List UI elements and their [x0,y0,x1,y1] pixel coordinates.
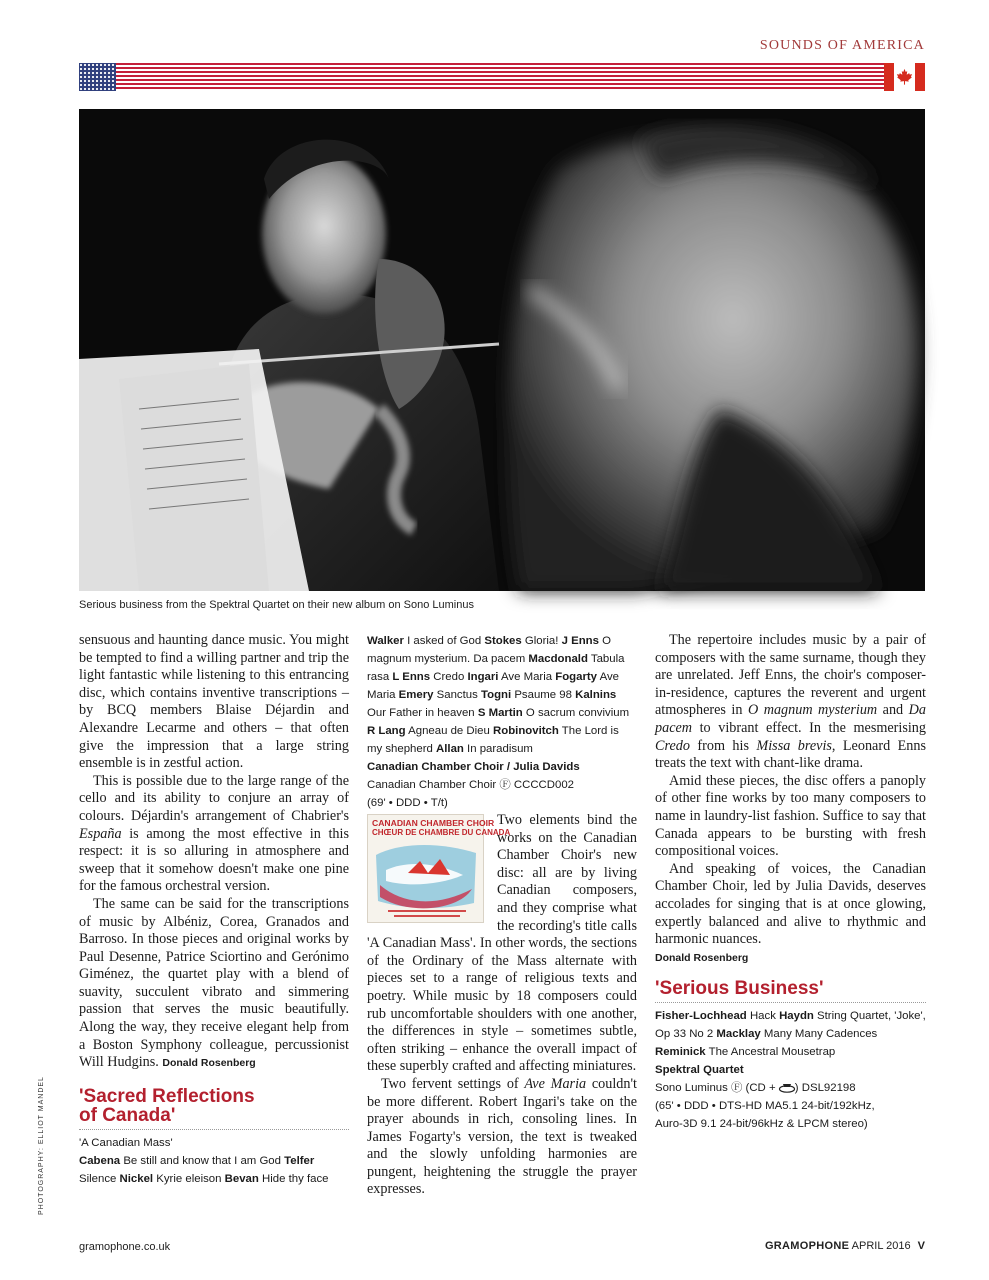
reviewer-signature: Donald Rosenberg [162,1057,256,1070]
footer-url[interactable]: gramophone.co.uk [79,1241,171,1253]
issue-date: APRIL 2016 [851,1240,911,1252]
canada-flag-icon [884,63,925,91]
footer-page-info [765,1240,925,1252]
section-title: SOUNDS OF AMERICA [759,38,925,53]
cover-title-fr: CHŒUR DE CHAMBRE DU CANADA [372,828,511,837]
bluray-icon [779,1081,795,1091]
review2-format: (69' • DDD • T/t) [367,797,448,809]
review2-heading: 'Sacred Reflections of Canada' [79,1085,255,1126]
review2-label: Canadian Chamber Choir Ⓕ CCCCD002 [367,779,575,791]
maple-leaf-icon [896,68,913,85]
flag-banner [79,63,925,91]
reviewer-signature: Donald Rosenberg [655,951,749,964]
review3-label: Sono Luminus Ⓕ (CD + ) DSL92198 [655,1081,856,1094]
photo-caption: Serious business from the Spektral Quartet on their new album on Sono Luminus [79,599,474,611]
heading-divider [79,1129,349,1130]
review3-format: (65' • DDD • DTS-HD MA5.1 24-bit/192kHz, [655,1099,875,1112]
review1-paragraph: The same can be said for the transcriptions of music by Albéniz, Corea, Granados and Barroso. In those pieces and original works by Paul Desenne, Patrice Sciortino and Gerónimo Giménez, the quartet play with a blend of suavity, succulent vibrato and simmering passion that serves the music beautifully. Along the way, they receive elegant help from a Boston Symphony colleague, percussionist Will Hudgins. Donald Rosenberg [79,895,349,1071]
review2-tracklist-part2: Walker I asked of God Stokes Gloria! J Enns O magnum mysterium. Da pacem Macdonald Tabula rasa L Enns Credo Ingari Ave Maria Fogarty Ave Maria Emery Sanctus Togni Psaume 98 Kalnins Our Father in heaven S Martin O sacrum convivium R Lang Agneau de Dieu Robinovitch The Lord is my shepherd Allan In paradisum [367,635,630,755]
review3-performers: Spektral Quartet [655,1063,744,1076]
heading-divider [655,1002,926,1003]
review3-heading: 'Serious Business' [655,977,824,999]
review2-paragraph: And speaking of voices, the Canadian Chamber Choir, led by Julia Davids, deserves accolades for singing that is at once glowing, expertly balanced and alive to rhythmic and harmonic nuances. [655,860,926,948]
us-flag-stripes [116,63,884,91]
photo-credit: PHOTOGRAPHY: ELLIOT MANDEL [38,1076,45,1215]
review2-tracklist-part1: Cabena Be still and know that I am God Telfer Silence Nickel Kyrie eleison Bevan Hide thy face [79,1154,329,1185]
column-1 [79,632,349,1188]
review2-album-title: 'A Canadian Mass' [79,1136,173,1149]
magazine-name: GRAMOPHONE [764,1240,850,1252]
review2-paragraph: The repertoire includes music by a pair of composers with the same surname, though they are unrelated. Jeff Enns, the choir's composer-in-residence, captures the reverent and urgent atmospheres in O magnum mysterium and Da pacem to vibrant effect. In the mesmerising Credo from his Missa brevis, Leonard Enns treats the text with chant-like drama. [655,632,926,772]
us-flag-stars-icon [79,63,116,91]
review3-format: Auro-3D 9.1 24-bit/96kHz & LPCM stereo) [655,1117,868,1130]
review3-tracklist: Fisher-Lochhead Hack Haydn String Quartet, 'Joke', Op 33 No 2 Macklay Many Many Cadences Reminick The Ancestral Mousetrap [655,1009,926,1058]
column-3 [655,632,926,1133]
review1-paragraph: sensuous and haunting dance music. You might be tempted to find a willing partner and trip the light fantastic while listening to this entrancing disc, which contains inventive transcriptions – by BCQ members Blaise Déjardin and Alexandre Lecarme and others – that often give the impression that a large string ensemble is in zestful action. [79,632,349,772]
quartet-photo [79,109,925,591]
review2-performers: Canadian Chamber Choir / Julia Davids [367,761,580,773]
album-cover [367,814,511,926]
column-2 [367,632,637,1199]
cover-title: CANADIAN CHAMBER CHOIR [372,818,495,828]
review2-paragraph: Amid these pieces, the disc offers a panoply of other fine works by too many composers to name in laundry-list fashion. Suffice to say that Canada appears to be bursting with fresh compositional voices. [655,772,926,860]
review2-paragraph: Two fervent settings of Ave Maria couldn't be more different. Robert Ingari's take on the prayer abounds in rich, consoling lines. In James Fogarty's version, the text is tweaked and the slowly unfolding harmonies are pungent, heightening the struggle the prayer expresses. [367,1075,637,1198]
page-number: V [917,1240,925,1252]
review2-paragraph: Two elements bind the works on the Canadian Chamber Choir's new disc: all are by living Canadian composers, and they comprise what the recording's title calls 'A Canadian Mass'. In other words, the sections of the Ordinary of the Mass alternate with pieces set to a range of religious texts and poetry. While music by 18 composers could rub uncomfortable shoulders with one another, the differences in style – sometimes subtle, often striking – enhance the overall impact of these superbly crafted and affecting miniatures. [367,812,637,1075]
review1-paragraph: This is possible due to the large range of the cello and its ability to conjure an array of colours. Déjardin's arrangement of Chabrier's España is among the most effective in this respect: it is so alluring in atmosphere and sweep that it somehow doesn't make one pine for the famous orchestral version. [79,772,349,895]
